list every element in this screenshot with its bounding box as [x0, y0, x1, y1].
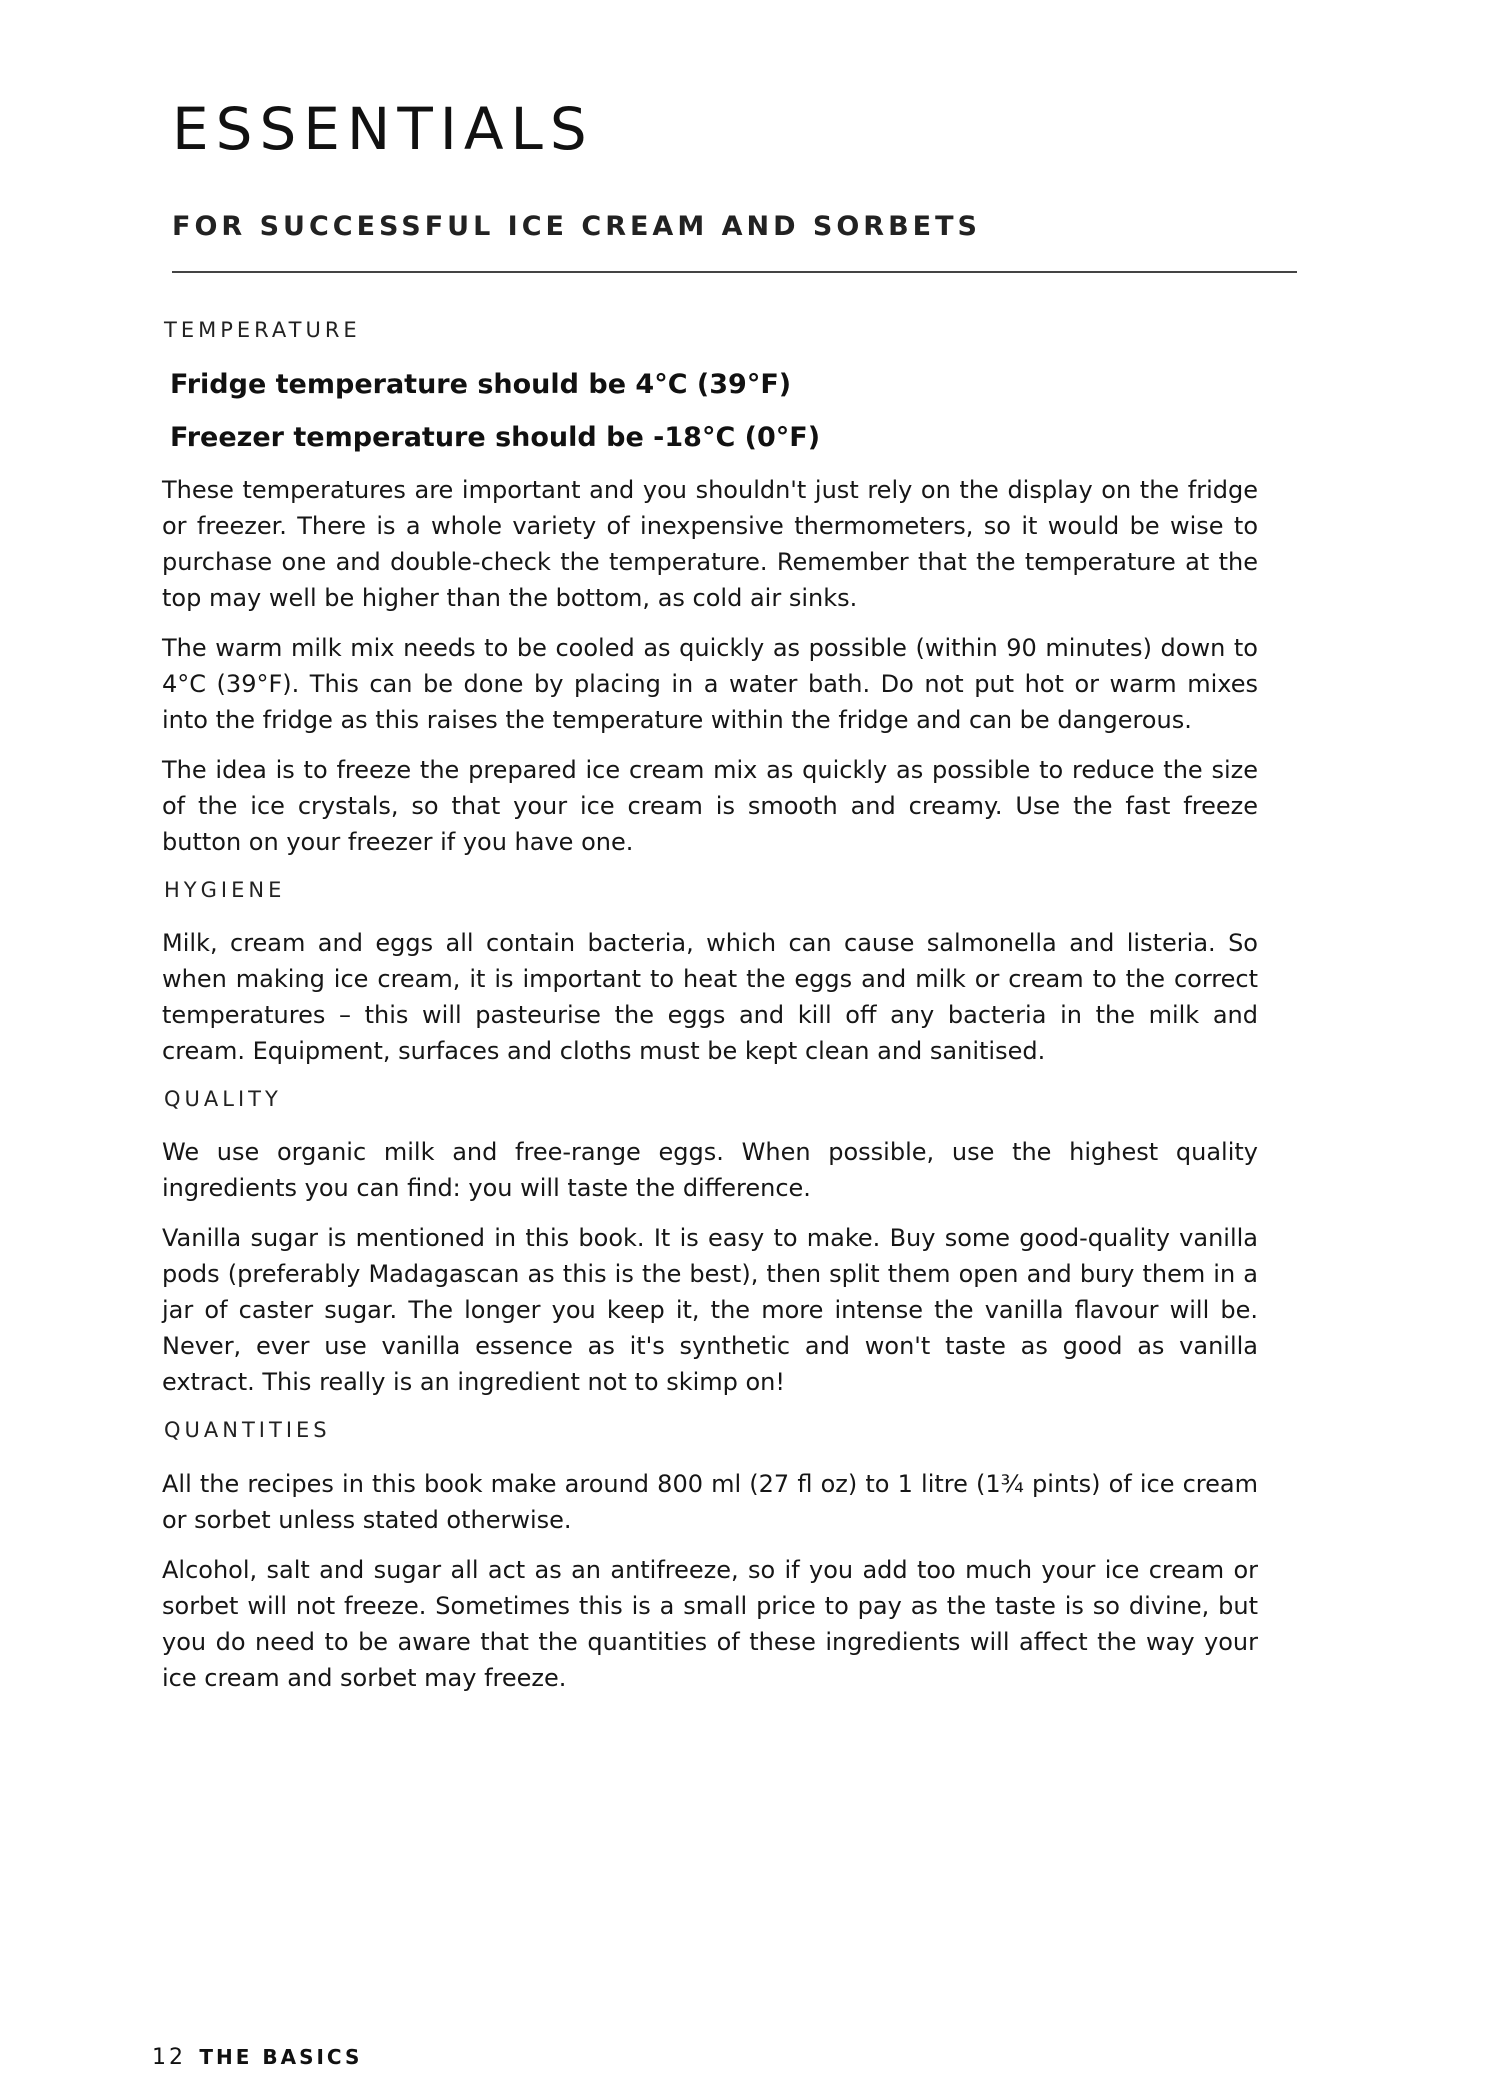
paragraph: The warm milk mix needs to be cooled as quickly as possible (within 90 minutes) down to 4°C (39°F). This can be done by placing in a water bath. Do not put hot or warm mixes into the fridge as this raises the temperature within the fridge and can be dangerous. [162, 633, 1258, 734]
freezer-temperature-line: Freezer temperature should be -18°C (0°F) [170, 421, 821, 453]
page-number: 12 [152, 2045, 186, 2070]
paragraph: Vanilla sugar is mentioned in this book. It is easy to make. Buy some good-quality vanilla pods (preferably Madagascan as this is the best), then split them open and bury them in a jar of caster sugar. The longer you keep it, the more intense the vanilla flavour will be. Never, ever use vanilla essence as it's synthetic and won't taste as good as vanilla extract. This really is an ingredient not to skimp on! [162, 1224, 1258, 1397]
section-heading-quantities: QUANTITIES [164, 1418, 331, 1443]
page-footer [152, 2047, 362, 2069]
section-heading-temperature: TEMPERATURE [164, 318, 361, 342]
fridge-temperature-line: Fridge temperature should be 4°C (39°F) [170, 369, 792, 401]
paragraph: We use organic milk and free-range eggs. When possible, use the highest quality ingredients you can find: you will taste the difference. [162, 1138, 1258, 1203]
section-heading-hygiene: HYGIENE [164, 877, 286, 902]
paragraph: Alcohol, salt and sugar all act as an antifreeze, so if you add too much your ice cream or sorbet will not freeze. Sometimes this is a small price to pay as the taste is so divine, but you do need to be aware that the quantities of these ingredients will affect the way your ice cream and sorbet may freeze. [162, 1555, 1258, 1692]
page-subtitle: FOR SUCCESSFUL ICE CREAM AND SORBETS [172, 211, 981, 242]
paragraph: All the recipes in this book make around 800 ml (27 fl oz) to 1 litre (1¾ pints) of ice cream or sorbet unless stated otherwise. [162, 1469, 1258, 1534]
page-content [162, 318, 1258, 1696]
paragraph: The idea is to freeze the prepared ice cream mix as quickly as possible to reduce the size of the ice crystals, so that your ice cream is smooth and creamy. Use the fast freeze button on your freezer if you have one. [162, 755, 1258, 856]
page-title: ESSENTIALS [172, 95, 594, 163]
paragraph: These temperatures are important and you shouldn't just rely on the display on the fridge or freezer. There is a whole variety of inexpensive thermometers, so it would be wise to purchase one and double-check the temperature. Remember that the temperature at the top may well be higher than the bottom, as cold air sinks. [162, 475, 1258, 612]
header-divider [172, 271, 1297, 273]
section-heading-quality: QUALITY [164, 1087, 282, 1112]
paragraph: Milk, cream and eggs all contain bacteria, which can cause salmonella and listeria. So when making ice cream, it is important to heat the eggs and milk or cream to the correct temperatures – this will pasteurise the eggs and kill off any bacteria in the milk and cream. Equipment, surfaces and cloths must be kept clean and sanitised. [162, 929, 1258, 1066]
footer-section-label: THE BASICS [199, 2045, 363, 2069]
